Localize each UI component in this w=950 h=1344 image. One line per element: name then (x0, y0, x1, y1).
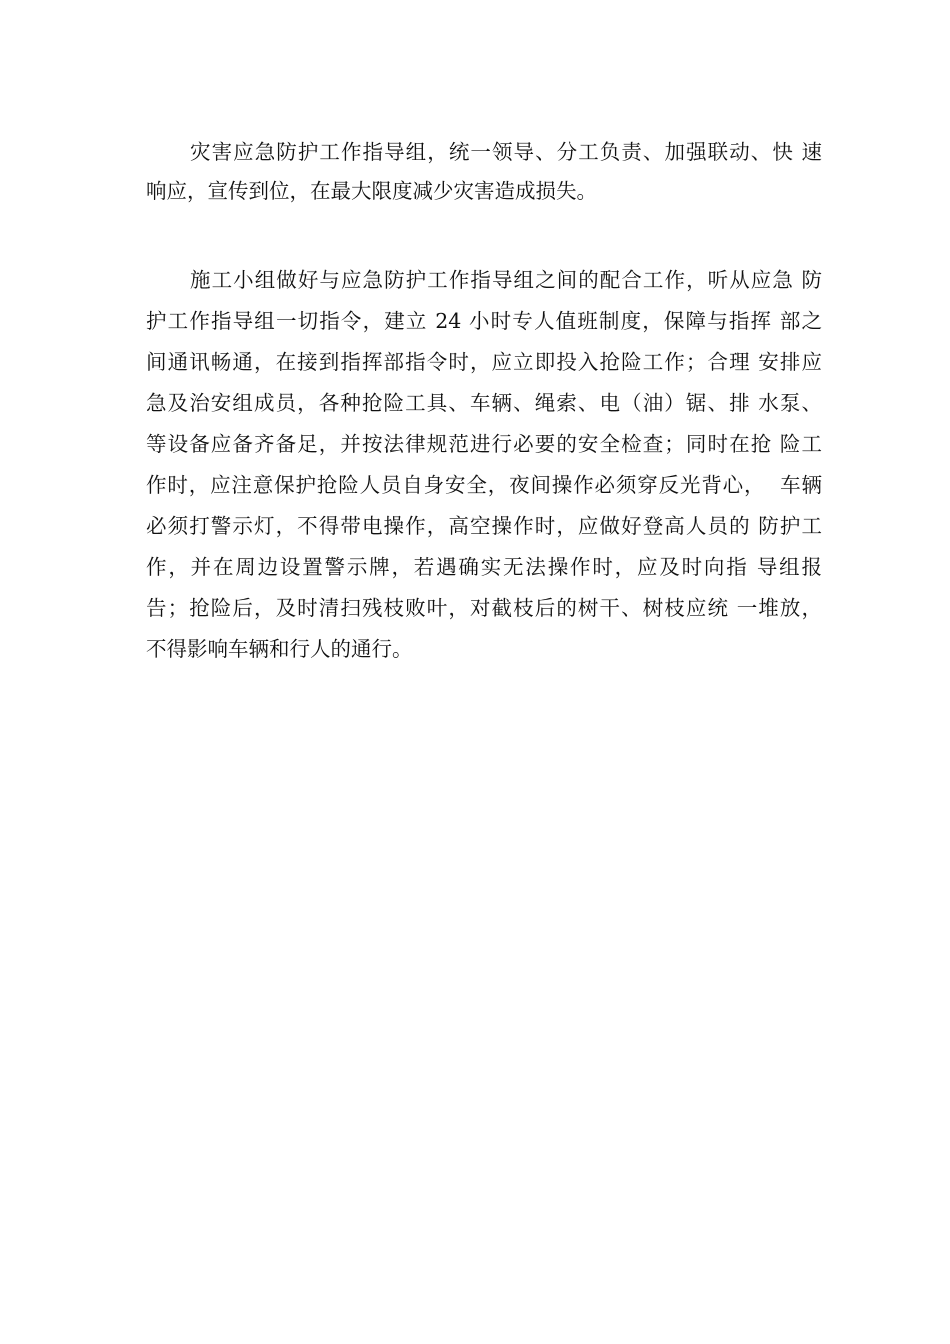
paragraph-line: 作，并在周边设置警示牌，若遇确实无法操作时，应及时向指 导组报 (146, 555, 822, 579)
paragraph-line: 告；抢险后，及时清扫残枝败叶，对截枝后的树干、树枝应统 一堆放， (146, 596, 822, 620)
paragraph-line: 急及治安组成员，各种抢险工具、车辆、绳索、电（油）锯、排 水泵、 (146, 391, 822, 415)
paragraph-line: 响应，宣传到位，在最大限度减少灾害造成损失。 (146, 179, 597, 203)
paragraph-line: 护工作指导组一切指令，建立 24 小时专人值班制度，保障与指挥 部之 (146, 309, 822, 333)
paragraph-emergency-guidance (146, 133, 822, 211)
paragraph-line: 必须打警示灯，不得带电操作，高空操作时，应做好登高人员的 防护工 (146, 514, 822, 538)
paragraph-line: 灾害应急防护工作指导组，统一领导、分工负责、加强联动、快 速 (190, 140, 822, 164)
paragraph-line: 等设备应备齐备足，并按法律规范进行必要的安全检查；同时在抢 险工 (146, 432, 822, 456)
paragraph-line: 不得影响车辆和行人的通行。 (146, 637, 413, 661)
paragraph-construction-team (146, 260, 822, 670)
paragraph-line: 作时，应注意保护抢险人员自身安全，夜间操作必须穿反光背心， 车辆 (146, 473, 822, 497)
paragraph-line: 施工小组做好与应急防护工作指导组之间的配合工作，听从应急 防 (190, 268, 822, 292)
paragraph-line: 间通讯畅通，在接到指挥部指令时，应立即投入抢险工作；合理 安排应 (146, 350, 822, 374)
